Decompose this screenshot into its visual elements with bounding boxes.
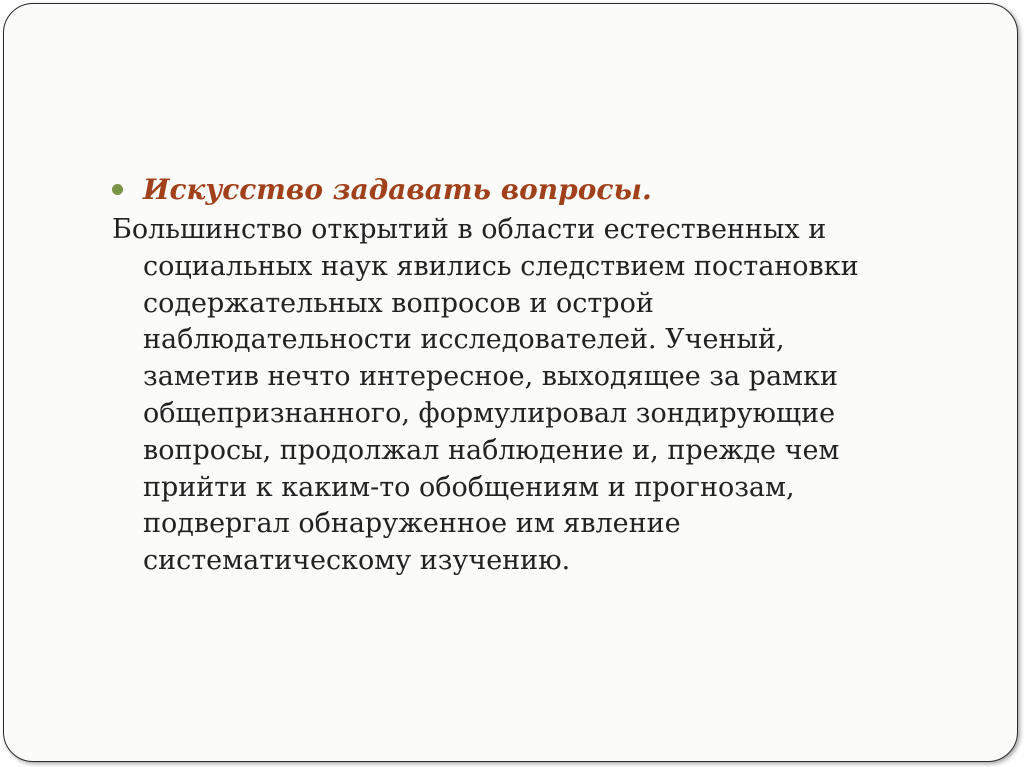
paragraph-line: Большинство открытий в области естественных и xyxy=(112,214,827,245)
bullet-heading: Искусство задавать вопросы. xyxy=(143,172,652,206)
paragraph-line: заметив нечто интересное, выходящее за рамки xyxy=(143,361,838,393)
paragraph-line: вопросы, продолжал наблюдение и, прежде чем xyxy=(143,434,840,466)
paragraph-line: общепризнанного, формулировал зондирующие xyxy=(143,397,836,429)
bullet-dot-icon xyxy=(112,184,123,195)
paragraph-line: содержательных вопросов и острой xyxy=(143,287,654,319)
slide-content xyxy=(112,166,942,580)
paragraph-line: наблюдательности исследователей. Ученый, xyxy=(143,324,785,356)
paragraph-line: подвергал обнаруженное им явление xyxy=(143,508,681,540)
body-paragraph xyxy=(112,212,942,580)
paragraph-line: прийти к каким-то обобщениям и прогнозам, xyxy=(143,471,795,503)
paragraph-line: систематическому изучению. xyxy=(143,545,571,577)
paragraph-line: социальных наук явились следствием постановки xyxy=(143,250,859,282)
bullet-item xyxy=(112,166,942,212)
